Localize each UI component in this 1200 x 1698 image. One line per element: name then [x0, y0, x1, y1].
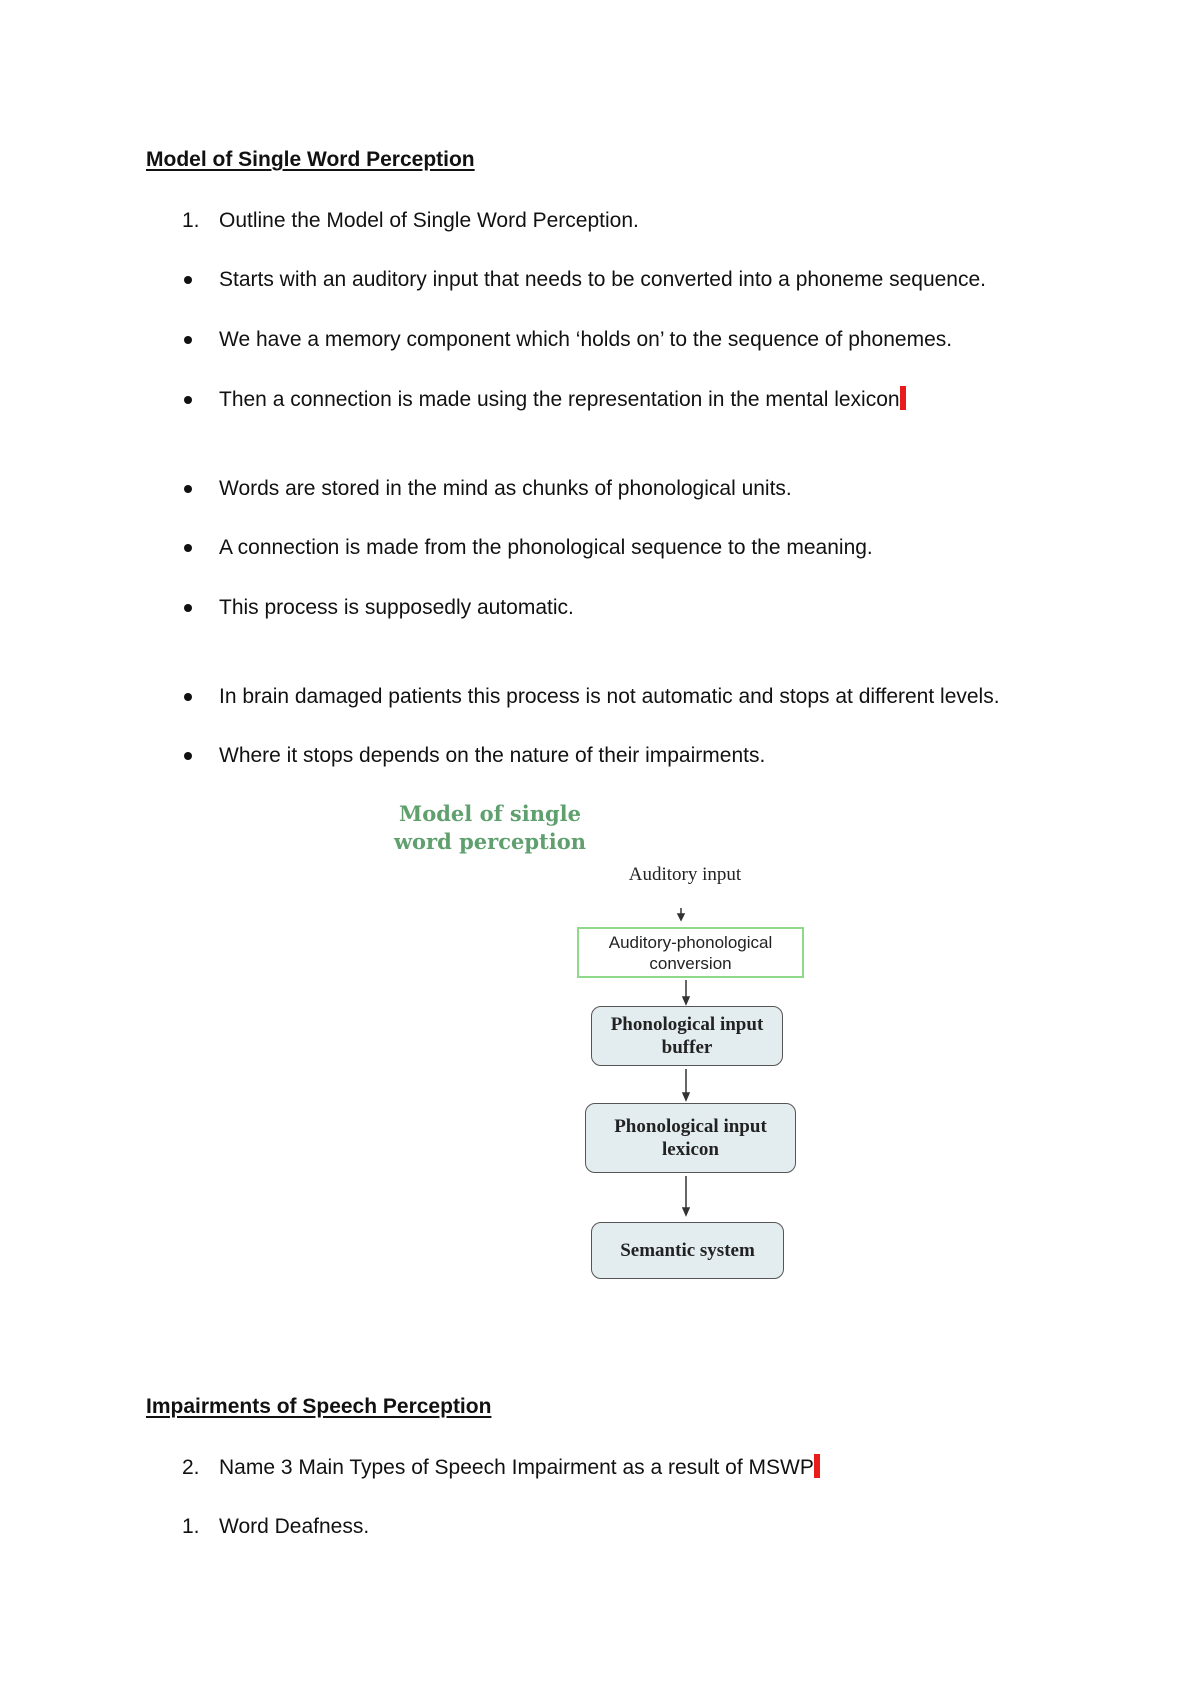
auditory-input-label: Auditory input — [628, 864, 742, 885]
arrow-icon — [678, 908, 684, 920]
conversion-box: Auditory-phonological conversion — [577, 927, 804, 978]
arrow-icon — [683, 980, 689, 1004]
input-lexicon-box: Phonological input lexicon — [585, 1103, 796, 1173]
item-number: 1. — [182, 1515, 200, 1538]
question-text: Name 3 Main Types of Speech Impairment as a result of MSWP — [219, 1456, 814, 1479]
section-heading-model: Model of Single Word Perception — [146, 148, 475, 171]
diagram-title: Model of single word perception — [393, 801, 587, 854]
semantic-system-box: Semantic system — [591, 1222, 784, 1279]
input-buffer-box: Phonological input buffer — [591, 1006, 783, 1066]
red-comment-marker — [814, 1454, 820, 1478]
item-text: Word Deafness. — [219, 1515, 370, 1538]
document-page: Model of Single Word Perception 1. Outline the Model of Single Word Perception. Starts with an auditory input that needs to be converted into a phoneme sequence. We have a memory component which ‘holds on’ to the sequence of phonemes. Then a connection is made using the representation in the mental lexicon Words are stored in the mind as chunks of phonological units. A connection is made from the phonological sequence to the meaning. This process is supposedly automatic. In brain damaged patients this process is not automatic and stops at different levels. Where it stops depends on the nature of their impairments. Model of single word perception Auditory input Auditory-phonological conversion Phonological input buffer Phonological input lexicon Semantic system Impairments of Speech Perception 2. Name 3 Main Types of Speech Impairment as a result of MSWP 1. Word Deafness. — [0, 0, 1200, 1698]
arrow-icon — [683, 1069, 689, 1100]
question-text: Outline the Model of Single Word Perception. — [219, 209, 639, 232]
section-heading-impairments: Impairments of Speech Perception — [146, 1395, 492, 1418]
question-number: 2. — [182, 1456, 200, 1479]
question-number: 1. — [182, 209, 200, 232]
arrow-icon — [683, 1176, 689, 1215]
